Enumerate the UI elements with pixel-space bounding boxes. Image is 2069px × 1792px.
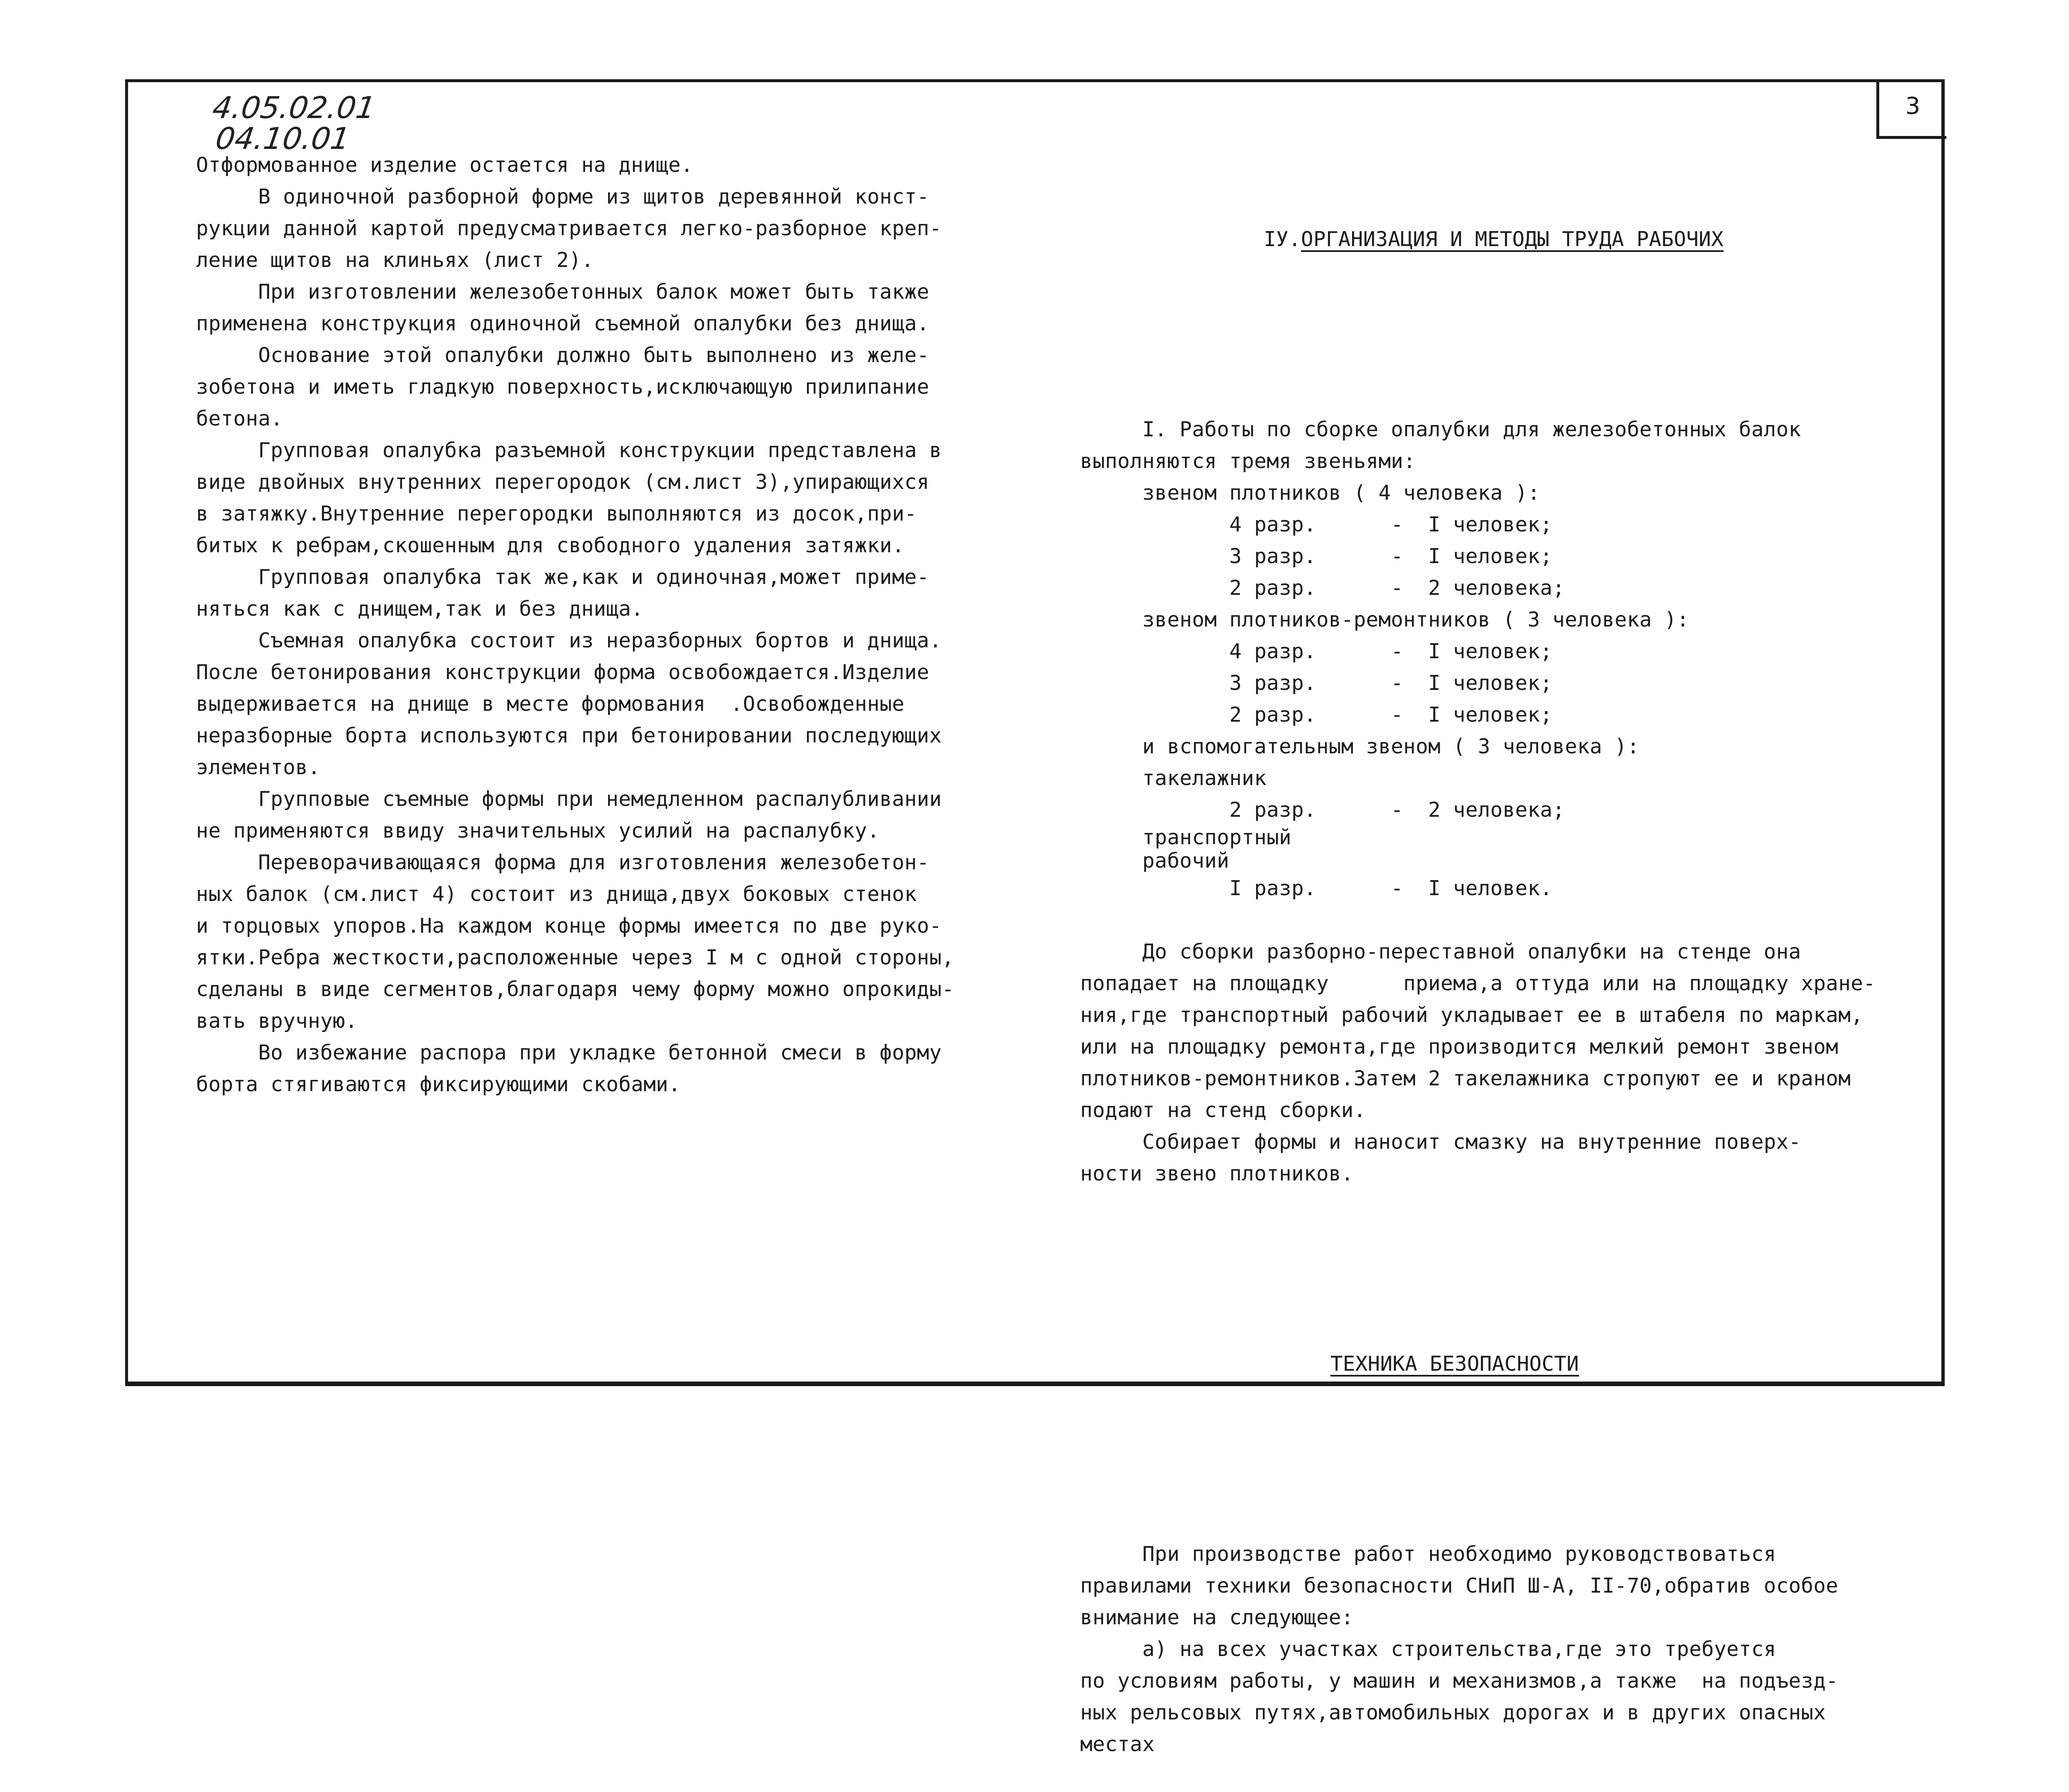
left-line: неразборные борта используются при бетонировании последующих (196, 724, 942, 748)
left-line: Основание этой опалубки должно быть выполнено из желе- (196, 343, 930, 367)
right-line: выполняются тремя звеньями: (1080, 449, 1416, 473)
safety-heading (1080, 1348, 1875, 1380)
left-line: Съемная опалубка состоит из неразборных бортов и днища. (196, 629, 942, 652)
right-line: 2 разр. - 2 человека; (1080, 576, 1565, 600)
right-line: 3 разр. - I человек; (1080, 544, 1553, 568)
left-line: няться как с днищем,так и без днища. (196, 597, 644, 621)
work-organization-text (1080, 414, 1875, 1190)
right-line: плотников-ремонтников.Затем 2 такелажника стропуют ее и краном (1080, 1067, 1851, 1090)
right-line: 4 разр. - I человек; (1080, 513, 1553, 536)
left-line: Переворачивающаяся форма для изготовления железобетон- (196, 851, 930, 874)
right-line: ния,где транспортный рабочий укладывает ее в штабеля по маркам, (1080, 1003, 1863, 1027)
right-line: такелажник (1080, 766, 1267, 790)
safety-text (1080, 1538, 1875, 1760)
right-line: ности звено плотников. (1080, 1162, 1354, 1185)
section-heading-title: ОРГАНИЗАЦИЯ И МЕТОДЫ ТРУДА РАБОЧИХ (1301, 227, 1724, 251)
left-text-column (196, 149, 954, 1100)
right-line: звеном плотников-ремонтников ( 3 человека ): (1080, 608, 1689, 632)
right-line: 3 разр. - I человек; (1080, 671, 1553, 695)
right-line: рабочий (1080, 849, 1229, 873)
left-line: ных балок (см.лист 4) состоит из днища,двух боковых стенок (196, 882, 917, 906)
page-number-box (1876, 79, 1946, 139)
right-line: и вспомогательным звеном ( 3 человека ): (1080, 735, 1640, 758)
right-line: I разр. - I человек. (1080, 876, 1553, 900)
document-code-stamp (206, 90, 378, 156)
right-line (1080, 904, 1875, 936)
safety-line: При производстве работ необходимо руководствоваться (1080, 1542, 1776, 1566)
section-heading (1080, 224, 1875, 255)
left-line: и торцовых упоров.На каждом конце формы имеется по две руко- (196, 914, 942, 938)
right-text-column (1080, 160, 1875, 1792)
right-line: 2 разр. - I человек; (1080, 703, 1553, 727)
document-code-line-2: 04.10.01 (213, 121, 352, 156)
right-line: транспортный (1080, 826, 1292, 849)
right-line: попадает на площадку приема,а оттуда или на площадку хране- (1080, 972, 1876, 995)
right-line: звеном плотников ( 4 человека ): (1080, 481, 1540, 505)
safety-line: ных рельсовых путях,автомобильных дорогах и в других опасных (1080, 1701, 1826, 1724)
left-line: не применяются ввиду значительных усилий на распалубку. (196, 819, 880, 843)
right-line: Собирает формы и наносит смазку на внутренние поверх- (1080, 1130, 1801, 1154)
left-line: ление щитов на клиньях (лист 2). (196, 248, 594, 272)
left-line: Во избежание распора при укладке бетонной смеси в форму (196, 1041, 942, 1065)
left-line: битых к ребрам,скошенным для свободного удаления затяжки. (196, 534, 905, 557)
left-line: После бетонирования конструкции форма освобождается.Изделие (196, 660, 930, 684)
left-line: сделаны в виде сегментов,благодаря чему форму можно опрокиды- (196, 977, 954, 1001)
document-code-line-1: 4.05.02.01 (210, 90, 378, 125)
safety-line: правилами техники безопасности СНиП Ш-А, II-70,обратив особое (1080, 1574, 1838, 1598)
left-line: в затяжку.Внутренние перегородки выполняются из досок,при- (196, 502, 917, 526)
left-line: борта стягиваются фиксирующими скобами. (196, 1072, 681, 1096)
safety-line: внимание на следующее: (1080, 1606, 1354, 1629)
left-line: При изготовлении железобетонных балок может быть также (196, 280, 930, 304)
safety-line: местах (1080, 1732, 1155, 1756)
right-line: 2 разр. - 2 человека; (1080, 798, 1565, 822)
right-line: До сборки разборно-переставной опалубки на стенде она (1080, 940, 1801, 964)
left-line: вать вручную. (196, 1009, 358, 1033)
page-number: 3 (1905, 93, 1921, 120)
safety-line: а) на всех участках строительства,где это требуется (1080, 1637, 1776, 1661)
left-line: элементов. (196, 755, 321, 779)
section-heading-prefix: IУ. (1264, 227, 1301, 251)
left-line: выдерживается на днище в месте формования .Освобожденные (196, 692, 905, 716)
right-line: 4 разр. - I человек; (1080, 639, 1553, 663)
left-line: Групповая опалубка разъемной конструкции представлена в (196, 438, 942, 462)
left-line: зобетона и иметь гладкую поверхность,исключающую прилипание (196, 375, 930, 399)
safety-line: по условиям работы, у машин и механизмов,а также на подъезд- (1080, 1669, 1838, 1693)
left-line: Групповые съемные формы при немедленном распалубливании (196, 787, 942, 811)
safety-heading-title: ТЕХНИКА БЕЗОПАСНОСТИ (1330, 1352, 1579, 1376)
left-line: ятки.Ребра жесткости,расположенные через I м с одной стороны, (196, 946, 954, 969)
left-line: В одиночной разборной форме из щитов деревянной конст- (196, 185, 930, 209)
right-line: или на площадку ремонта,где производится мелкий ремонт звеном (1080, 1035, 1838, 1059)
right-line: I. Работы по сборке опалубки для железобетонных балок (1080, 418, 1801, 441)
left-line: применена конструкция одиночной съемной опалубки без днища. (196, 312, 930, 335)
left-line: рукции данной картой предусматривается легко-разборное креп- (196, 216, 942, 240)
left-line: бетона. (196, 407, 283, 430)
left-line: Групповая опалубка так же,как и одиночная,может приме- (196, 565, 930, 589)
right-line: подают на стенд сборки. (1080, 1098, 1366, 1122)
left-line: виде двойных внутренних перегородок (см.лист 3),упирающихся (196, 470, 930, 494)
left-line: Отформованное изделие остается на днище. (196, 153, 694, 177)
